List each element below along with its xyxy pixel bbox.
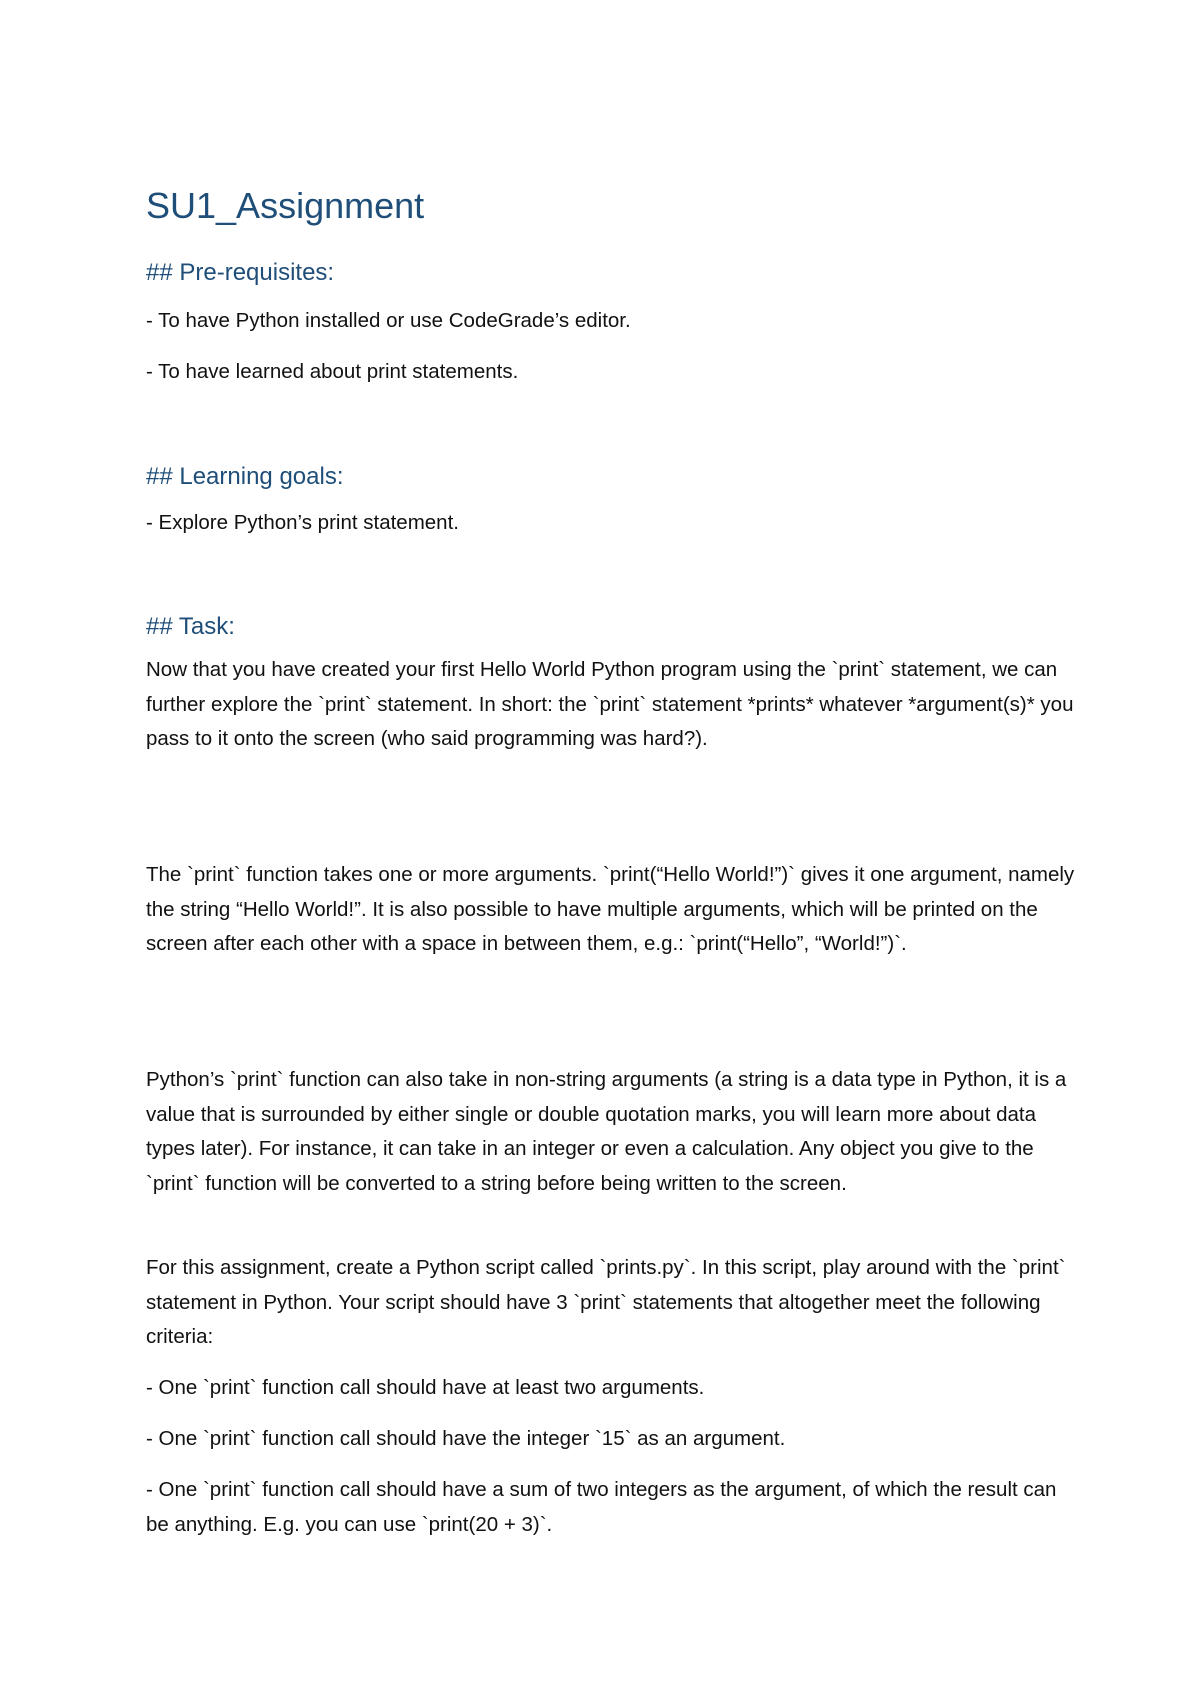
task-paragraph-assignment: For this assignment, create a Python script called `prints.py`. In this script, play around with the `print` statement in Python. Your script should have 3 `print` statements that altogether meet the following criteria: bbox=[146, 1256, 1066, 1348]
criteria-item: - One `print` function call should have a sum of two integers as the argument, of which the result can be anything. E.g. you can use `print(20 + 3)`. bbox=[146, 1478, 1057, 1536]
document-title: SU1_Assignment bbox=[146, 185, 425, 226]
prerequisites-heading: ## Pre-requisites: bbox=[146, 259, 335, 286]
task-heading: ## Task: bbox=[146, 613, 235, 640]
prerequisite-item: - To have learned about print statements. bbox=[146, 360, 519, 383]
prerequisite-item: - To have Python installed or use CodeGrade’s editor. bbox=[146, 309, 631, 332]
learning-goals-heading: ## Learning goals: bbox=[146, 463, 344, 490]
criteria-item: - One `print` function call should have at least two arguments. bbox=[146, 1376, 705, 1399]
task-paragraph-arguments: The `print` function takes one or more arguments. `print(“Hello World!”)` gives it one argument, namely the string “Hello World!”. It is also possible to have multiple arguments, which will be printed on the screen after each other with a space in between them, e.g.: `print(“Hello”, “World!”)`. bbox=[146, 863, 1075, 955]
task-paragraph-non-string: Python’s `print` function can also take in non-string arguments (a string is a data type in Python, it is a value that is surrounded by either single or double quotation marks, you will learn more about data types later). For instance, it can take in an integer or even a calculation. Any object you give to the `print` function will be converted to a string before being written to the screen. bbox=[146, 1068, 1067, 1195]
criteria-item: - One `print` function call should have the integer `15` as an argument. bbox=[146, 1427, 786, 1450]
task-paragraph-intro: Now that you have created your first Hello World Python program using the `print` statement, we can further explore the `print` statement. In short: the `print` statement *prints* whatever *argument(s)* you pass to it onto the screen (who said programming was hard?). bbox=[146, 658, 1074, 750]
learning-goal-item: - Explore Python’s print statement. bbox=[146, 511, 459, 534]
